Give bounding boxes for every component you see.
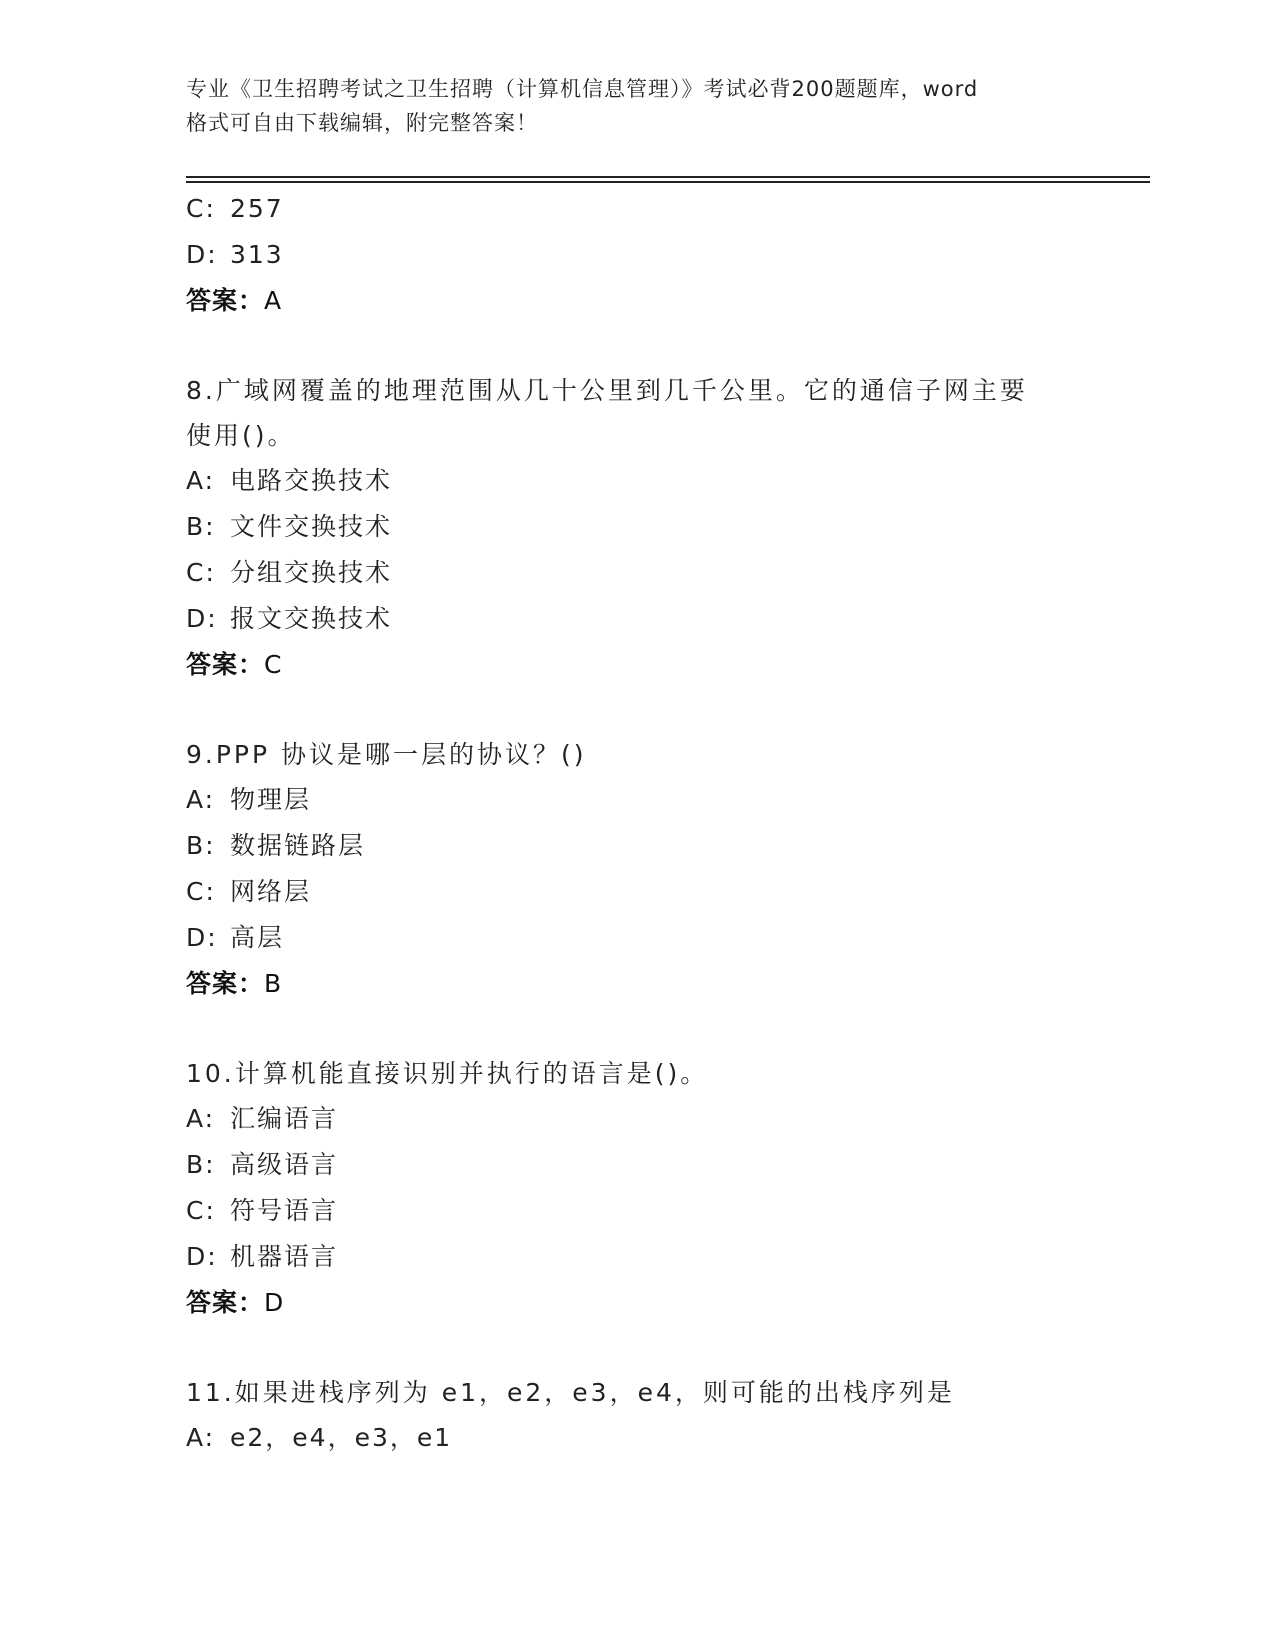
question-list bbox=[186, 186, 1106, 1461]
option-b: B: 文件交换技术 bbox=[186, 512, 393, 541]
question-text-cont: 使用()。 bbox=[186, 421, 296, 450]
option-a: A: 物理层 bbox=[186, 785, 312, 814]
option-a: A: 电路交换技术 bbox=[186, 466, 393, 495]
question-text: 8.广域网覆盖的地理范围从几十公里到几千公里。它的通信子网主要 bbox=[186, 376, 1028, 405]
header-line-2: 格式可自由下载编辑，附完整答案！ bbox=[186, 111, 538, 135]
question-9 bbox=[186, 732, 1106, 1007]
answer-line: 答案：B bbox=[186, 969, 283, 998]
answer-line: 答案：D bbox=[186, 1288, 285, 1317]
option-d: D: 313 bbox=[186, 240, 284, 269]
option-c: C: 符号语言 bbox=[186, 1196, 339, 1225]
question-8 bbox=[186, 368, 1106, 688]
option-d: D: 机器语言 bbox=[186, 1242, 339, 1271]
option-b: B: 高级语言 bbox=[186, 1150, 339, 1179]
option-b: B: 数据链路层 bbox=[186, 831, 366, 860]
option-c: C: 分组交换技术 bbox=[186, 558, 393, 587]
option-a: A: 汇编语言 bbox=[186, 1104, 339, 1133]
header-line-1: 专业《卫生招聘考试之卫生招聘（计算机信息管理）》考试必背200题题库，word bbox=[186, 77, 979, 101]
question-10 bbox=[186, 1051, 1106, 1326]
question-11 bbox=[186, 1370, 1106, 1461]
document-header bbox=[186, 72, 1086, 140]
header-rule-bottom bbox=[186, 181, 1150, 183]
question-text: 11.如果进栈序列为 e1，e2，e3，e4，则可能的出栈序列是 bbox=[186, 1378, 955, 1407]
option-a: A: e2，e4，e3，e1 bbox=[186, 1423, 453, 1452]
question-text: 10.计算机能直接识别并执行的语言是()。 bbox=[186, 1059, 709, 1088]
option-c: C: 网络层 bbox=[186, 877, 312, 906]
answer-line: 答案：C bbox=[186, 650, 283, 679]
question-7-tail bbox=[186, 186, 1106, 324]
option-c: C: 257 bbox=[186, 194, 284, 223]
option-d: D: 高层 bbox=[186, 923, 285, 952]
answer-line: 答案：A bbox=[186, 286, 283, 315]
question-text: 9.PPP 协议是哪一层的协议？() bbox=[186, 740, 587, 769]
header-rule-top bbox=[186, 176, 1150, 178]
option-d: D: 报文交换技术 bbox=[186, 604, 393, 633]
